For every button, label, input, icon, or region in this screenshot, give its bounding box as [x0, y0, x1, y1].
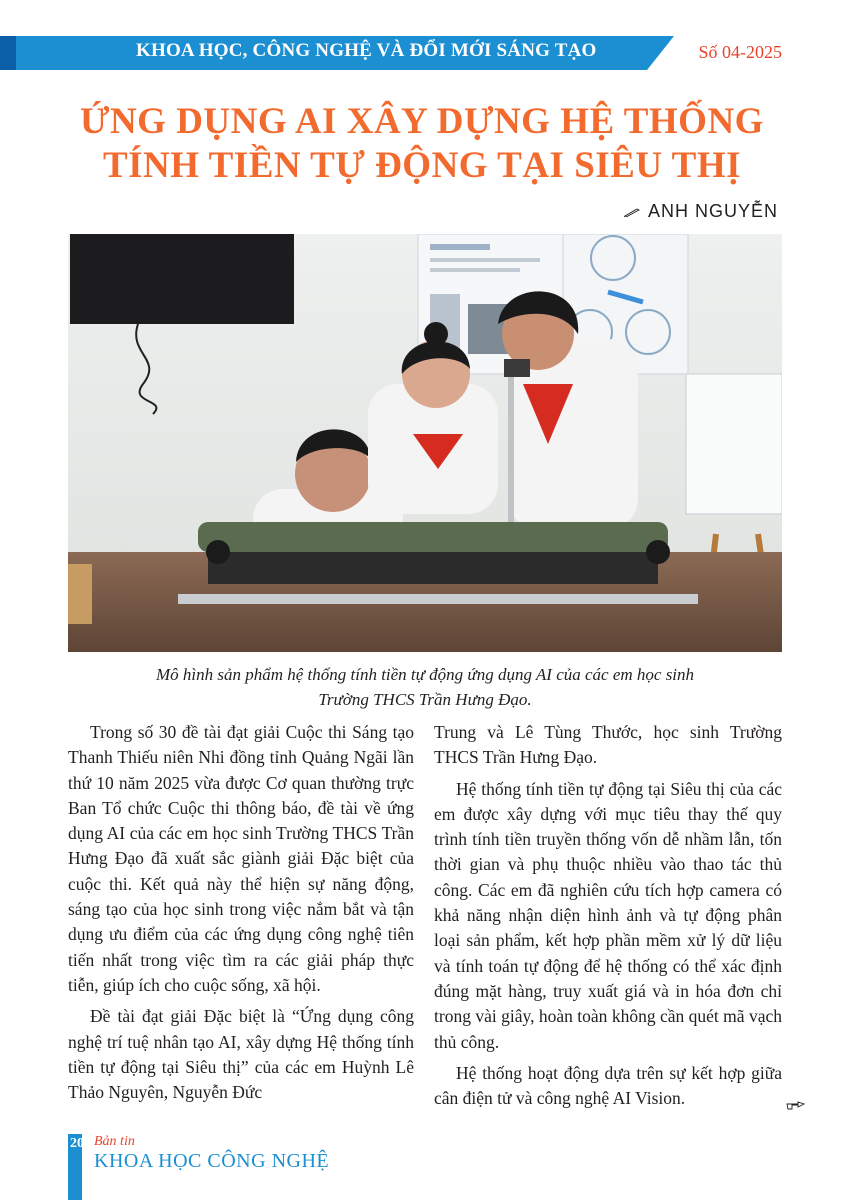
paragraph: Đề tài đạt giải Đặc biệt là “Ứng dụng công nghệ trí tuệ nhân tạo AI, xây dựng Hệ thống tính tiền tự động tại Siêu thị” của các em Huỳnh Lê Thảo Nguyên, Nguyễn Đức: [68, 1006, 414, 1103]
article-title: [60, 100, 784, 188]
paragraph-continued: Trung và Lê Tùng Thước, học sinh Trường THCS Trần Hưng Đạo.: [434, 722, 782, 768]
pointing-hand-icon: [786, 1098, 806, 1112]
body-column-left: [68, 720, 414, 1111]
article-title-line-2: TÍNH TIỀN TỰ ĐỘNG TẠI SIÊU THỊ: [102, 145, 742, 186]
caption-line-1: Mô hình sản phẩm hệ thống tính tiền tự động ứng dụng AI của các em học sinh: [155, 665, 695, 684]
pen-icon: [624, 207, 640, 217]
paragraph: Trong số 30 đề tài đạt giải Cuộc thi Sáng tạo Thanh Thiếu niên Nhi đồng tỉnh Quảng Ngãi lần thứ 10 năm 2025 vừa được Cơ quan thường trực Ban Tổ chức Cuộc thi thông báo, đề tài về ứng dụng AI của các em học sinh Trường THCS Trần Hưng Đạo đã xuất sắc giành giải Đặc biệt của cuộc thi. Kết quả này thể hiện sự năng động, sáng tạo của học sinh trong việc nắm bắt và tận dụng ưu điểm của các ứng dụng công nghệ tiên tiến nhất trong việc tìm ra các giải pháp thực tiễn, giúp ích cho cuộc sống, xã hội.: [68, 722, 414, 995]
caption-line-2: Trường THCS Trần Hưng Đạo.: [318, 690, 532, 709]
author-byline: [624, 201, 778, 222]
page-header: [0, 36, 844, 70]
footer-label-big: KHOA HỌC CÔNG NGHỆ: [94, 1150, 330, 1172]
issue-number: Số 04-2025: [698, 42, 782, 62]
paragraph: Hệ thống tính tiền tự động tại Siêu thị của các em được xây dựng với mục tiêu thay thế quy trình tính tiền truyền thống vốn dễ nhầm lẫn, tốn thời gian và phụ thuộc nhiều vào thao tác thủ công. Các em đã nghiên cứu tích hợp camera có khả năng nhận diện hình ảnh và tự động phân loại sản phẩm, kết hợp phần mềm xử lý dữ liệu và tính toán tự động để hệ thống có thể xác định đúng mặt hàng, truy xuất giá và in hóa đơn chỉ trong vài giây, hoàn toàn không cần quét mã vạch thủ công.: [434, 778, 782, 1052]
section-title: KHOA HỌC, CÔNG NGHỆ VÀ ĐỔI MỚI SÁNG TẠO: [136, 40, 597, 61]
body-column-right: [434, 720, 782, 1117]
header-bar-accent: [0, 36, 16, 70]
photo-illustration: [68, 234, 782, 652]
photo-caption: [68, 662, 782, 712]
article-title-line-1: ỨNG DỤNG AI XÂY DỰNG HỆ THỐNG: [80, 101, 764, 142]
paragraph: Hệ thống hoạt động dựa trên sự kết hợp giữa cân điện tử và công nghệ AI Vision.: [434, 1062, 782, 1109]
author-name: ANH NGUYỄN: [647, 201, 778, 221]
article-photo: [68, 234, 782, 652]
page-number: 20: [70, 1136, 84, 1151]
footer-label-small: Bản tin: [94, 1134, 135, 1149]
